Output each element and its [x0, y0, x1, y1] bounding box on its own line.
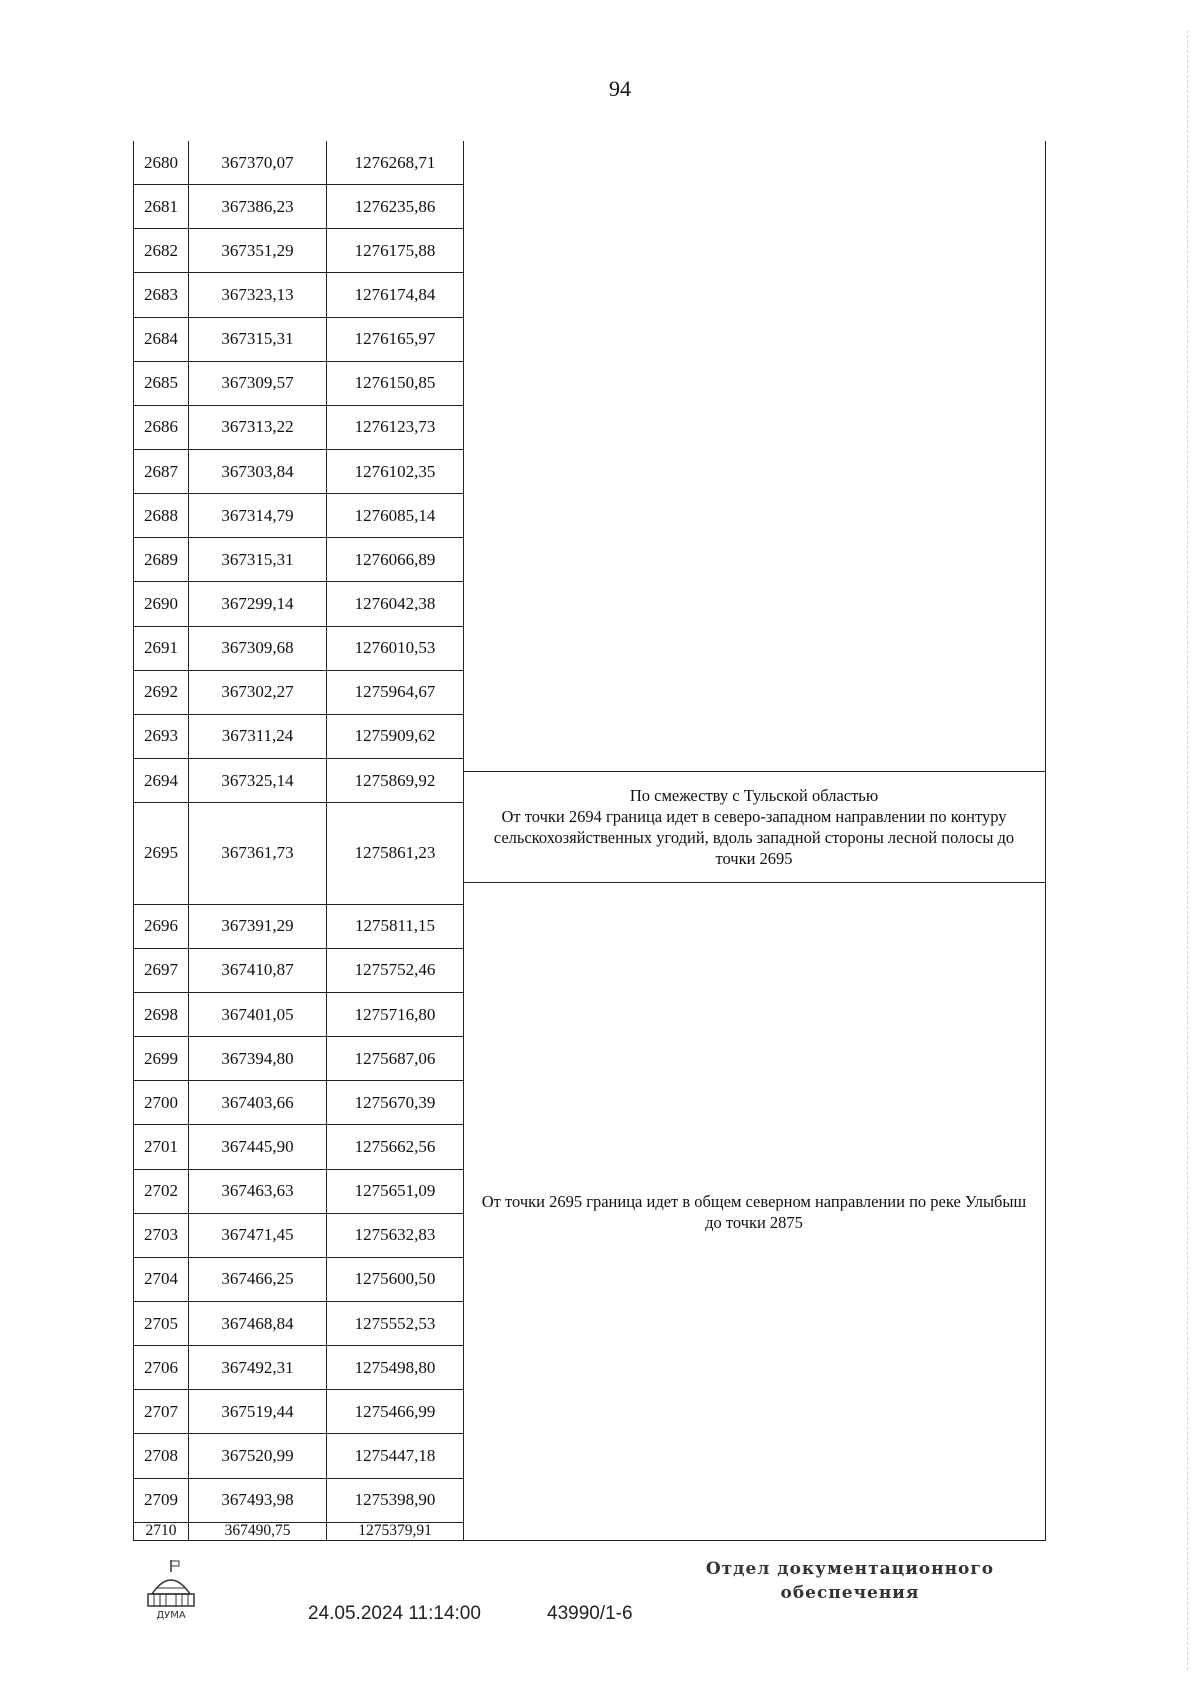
table-row [134, 1037, 464, 1081]
point-number-cell: 2704 [134, 1258, 189, 1301]
point-number-cell: 2682 [134, 229, 189, 272]
table-row [134, 1214, 464, 1258]
point-number-cell: 2710 [134, 1523, 189, 1540]
table-row [134, 1479, 464, 1523]
table-row [134, 1125, 464, 1169]
y-coordinate-cell: 1276268,71 [327, 141, 464, 184]
table-row [134, 905, 464, 949]
point-number-cell: 2700 [134, 1081, 189, 1124]
x-coordinate-cell: 367351,29 [189, 229, 327, 272]
y-coordinate-cell: 1276165,97 [327, 318, 464, 361]
y-coordinate-cell: 1275811,15 [327, 905, 464, 948]
x-coordinate-cell: 367391,29 [189, 905, 327, 948]
table-row [134, 803, 464, 904]
y-coordinate-cell: 1276102,35 [327, 450, 464, 493]
x-coordinate-cell: 367520,99 [189, 1434, 327, 1477]
point-number-cell: 2709 [134, 1479, 189, 1522]
x-coordinate-cell: 367299,14 [189, 582, 327, 625]
table-row [134, 538, 464, 582]
table-row [134, 1258, 464, 1302]
x-coordinate-cell: 367315,31 [189, 538, 327, 581]
table-row [134, 627, 464, 671]
x-coordinate-cell: 367313,22 [189, 406, 327, 449]
table-row [134, 993, 464, 1037]
y-coordinate-cell: 1275632,83 [327, 1214, 464, 1257]
x-coordinate-cell: 367401,05 [189, 993, 327, 1036]
description-text: От точки 2694 граница идет в северо-западном направлении по контуру сельскохозяйственных угодий, вдоль западной стороны лесной полосы до точки 2695 [493, 807, 1015, 868]
y-coordinate-cell: 1276085,14 [327, 494, 464, 537]
point-number-cell: 2690 [134, 582, 189, 625]
table-row [134, 759, 464, 803]
x-coordinate-cell: 367386,23 [189, 185, 327, 228]
x-coordinate-cell: 367471,45 [189, 1214, 327, 1257]
point-number-cell: 2698 [134, 993, 189, 1036]
table-row [134, 949, 464, 993]
y-coordinate-cell: 1275600,50 [327, 1258, 464, 1301]
x-coordinate-cell: 367370,07 [189, 141, 327, 184]
point-number-cell: 2697 [134, 949, 189, 992]
description-empty-top [463, 141, 1046, 771]
point-number-cell: 2691 [134, 627, 189, 670]
y-coordinate-cell: 1275552,53 [327, 1302, 464, 1345]
point-number-cell: 2695 [134, 803, 189, 903]
table-row [134, 1346, 464, 1390]
table-row [134, 715, 464, 759]
table-row [134, 494, 464, 538]
table-row [134, 671, 464, 715]
y-coordinate-cell: 1276235,86 [327, 185, 464, 228]
description-segment-2695 [463, 883, 1046, 1541]
y-coordinate-cell: 1276066,89 [327, 538, 464, 581]
y-coordinate-cell: 1275398,90 [327, 1479, 464, 1522]
table-row [134, 229, 464, 273]
point-number-cell: 2703 [134, 1214, 189, 1257]
x-coordinate-cell: 367311,24 [189, 715, 327, 758]
y-coordinate-cell: 1276174,84 [327, 273, 464, 316]
y-coordinate-cell: 1275869,92 [327, 759, 464, 802]
x-coordinate-cell: 367463,63 [189, 1170, 327, 1213]
point-number-cell: 2707 [134, 1390, 189, 1433]
x-coordinate-cell: 367302,27 [189, 671, 327, 714]
x-coordinate-cell: 367468,84 [189, 1302, 327, 1345]
coordinates-columns [133, 141, 464, 1541]
x-coordinate-cell: 367519,44 [189, 1390, 327, 1433]
x-coordinate-cell: 367492,31 [189, 1346, 327, 1389]
point-number-cell: 2684 [134, 318, 189, 361]
point-number-cell: 2701 [134, 1125, 189, 1168]
y-coordinate-cell: 1275670,39 [327, 1081, 464, 1124]
y-coordinate-cell: 1275662,56 [327, 1125, 464, 1168]
y-coordinate-cell: 1275687,06 [327, 1037, 464, 1080]
y-coordinate-cell: 1275909,62 [327, 715, 464, 758]
y-coordinate-cell: 1275964,67 [327, 671, 464, 714]
page-number: 94 [609, 76, 631, 101]
x-coordinate-cell: 367466,25 [189, 1258, 327, 1301]
point-number-cell: 2681 [134, 185, 189, 228]
y-coordinate-cell: 1275861,23 [327, 803, 464, 903]
point-number-cell: 2702 [134, 1170, 189, 1213]
x-coordinate-cell: 367403,66 [189, 1081, 327, 1124]
point-number-cell: 2699 [134, 1037, 189, 1080]
point-number-cell: 2687 [134, 450, 189, 493]
y-coordinate-cell: 1275447,18 [327, 1434, 464, 1477]
table-row [134, 1390, 464, 1434]
table-row [134, 362, 464, 406]
table-row [134, 1081, 464, 1125]
y-coordinate-cell: 1275498,80 [327, 1346, 464, 1389]
x-coordinate-cell: 367309,57 [189, 362, 327, 405]
department-stamp [700, 1557, 1000, 1605]
x-coordinate-cell: 367490,75 [189, 1523, 327, 1540]
department-line-1: Отдел документационного [705, 1559, 995, 1579]
point-number-cell: 2696 [134, 905, 189, 948]
point-number-cell: 2708 [134, 1434, 189, 1477]
y-coordinate-cell: 1276123,73 [327, 406, 464, 449]
point-number-cell: 2706 [134, 1346, 189, 1389]
table-row [134, 1523, 464, 1541]
table-row [134, 1434, 464, 1478]
y-coordinate-cell: 1275379,91 [327, 1523, 464, 1540]
x-coordinate-cell: 367361,73 [189, 803, 327, 903]
y-coordinate-cell: 1276042,38 [327, 582, 464, 625]
point-number-cell: 2683 [134, 273, 189, 316]
x-coordinate-cell: 367314,79 [189, 494, 327, 537]
logo-text: ДУМА [156, 1610, 186, 1621]
duma-logo [140, 1558, 202, 1622]
table-row [134, 1170, 464, 1214]
table-row [134, 406, 464, 450]
y-coordinate-cell: 1276175,88 [327, 229, 464, 272]
table-row [134, 450, 464, 494]
department-line-2: обеспечения [780, 1583, 920, 1603]
y-coordinate-cell: 1275651,09 [327, 1170, 464, 1213]
x-coordinate-cell: 367325,14 [189, 759, 327, 802]
point-number-cell: 2694 [134, 759, 189, 802]
description-text: От точки 2695 граница идет в общем северном направлении по реке Улыбыш до точки 2875 [481, 1191, 1027, 1232]
point-number-cell: 2689 [134, 538, 189, 581]
table-row [134, 582, 464, 626]
x-coordinate-cell: 367445,90 [189, 1125, 327, 1168]
scan-margin-marks [1187, 30, 1194, 1670]
x-coordinate-cell: 367394,80 [189, 1037, 327, 1080]
table-row [134, 273, 464, 317]
point-number-cell: 2705 [134, 1302, 189, 1345]
y-coordinate-cell: 1276010,53 [327, 627, 464, 670]
point-number-cell: 2688 [134, 494, 189, 537]
x-coordinate-cell: 367323,13 [189, 273, 327, 316]
x-coordinate-cell: 367410,87 [189, 949, 327, 992]
table-row [134, 141, 464, 185]
x-coordinate-cell: 367315,31 [189, 318, 327, 361]
description-segment-2694 [463, 771, 1046, 883]
point-number-cell: 2685 [134, 362, 189, 405]
y-coordinate-cell: 1275716,80 [327, 993, 464, 1036]
point-number-cell: 2686 [134, 406, 189, 449]
stamp-timestamp: 24.05.2024 11:14:00 [308, 1603, 481, 1624]
x-coordinate-cell: 367309,68 [189, 627, 327, 670]
y-coordinate-cell: 1275466,99 [327, 1390, 464, 1433]
description-heading: По смежеству с Тульской областью [629, 786, 879, 805]
table-row [134, 1302, 464, 1346]
point-number-cell: 2680 [134, 141, 189, 184]
point-number-cell: 2692 [134, 671, 189, 714]
table-row [134, 318, 464, 362]
coordinates-table [133, 141, 1046, 1541]
table-row [134, 185, 464, 229]
x-coordinate-cell: 367303,84 [189, 450, 327, 493]
point-number-cell: 2693 [134, 715, 189, 758]
x-coordinate-cell: 367493,98 [189, 1479, 327, 1522]
y-coordinate-cell: 1276150,85 [327, 362, 464, 405]
stamp-doc-number: 43990/1-6 [547, 1603, 633, 1624]
y-coordinate-cell: 1275752,46 [327, 949, 464, 992]
